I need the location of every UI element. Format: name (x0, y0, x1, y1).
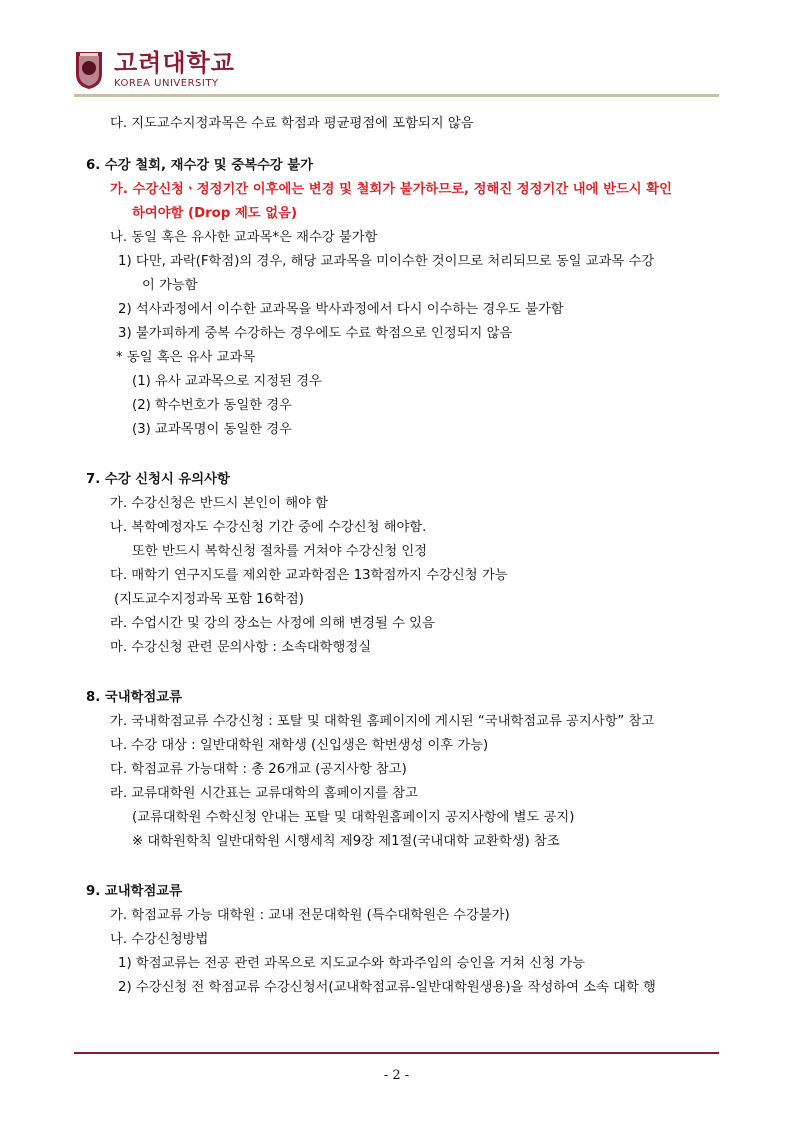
text-line: 나. 수강신청방법 (110, 932, 209, 947)
text-line: 나. 복학예정자도 수강신청 기간 중에 수강신청 해야함. (110, 520, 427, 535)
logo-english: KOREA UNIVERSITY (114, 78, 219, 89)
text-line: 라. 교류대학원 시간표는 교류대학의 홈페이지를 참고 (110, 786, 418, 801)
text-line: 또한 반드시 복학신청 절차를 거쳐야 수강신청 인정 (132, 544, 428, 559)
text-line: 다. 매학기 연구지도를 제외한 교과학점은 13학점까지 수강신청 가능 (110, 568, 508, 583)
text-line: 마. 수강신청 관련 문의사항 : 소속대학행정실 (110, 640, 372, 655)
text-line: ※ 대학원학칙 일반대학원 시행세칙 제9장 제1절(국내대학 교환학생) 참조 (132, 834, 560, 849)
tiger-emblem-icon (74, 50, 104, 90)
notice-line: 하여야함 (Drop 제도 없음) (132, 206, 298, 221)
text-line: (지도교수지정과목 포함 16학점) (114, 592, 304, 607)
text-line: 나. 수강 대상 : 일반대학원 재학생 (신입생은 학번생성 이후 가능) (110, 738, 489, 753)
document-header (74, 44, 719, 98)
section-heading-7: 7. 수강 신청시 유의사항 (86, 472, 230, 487)
text-line: (2) 학수번호가 동일한 경우 (132, 398, 292, 413)
text-line: 다. 학점교류 가능대학 : 총 26개교 (공지사항 참고) (110, 762, 407, 777)
section-heading-9: 9. 교내학점교류 (86, 884, 183, 899)
page-number: - 2 - (383, 1068, 410, 1083)
footer-rule (74, 1052, 719, 1054)
text-line: (1) 유사 교과목으로 지정된 경우 (132, 374, 322, 389)
section-heading-8: 8. 국내학점교류 (86, 690, 183, 705)
text-line: 다. 지도교수지정과목은 수료 학점과 평균평점에 포함되지 않음 (110, 116, 474, 131)
notice-line: 가. 수강신청ㆍ정정기간 이후에는 변경 및 철회가 불가하므로, 정해진 정정기간 내에 반드시 확인 (110, 182, 672, 197)
text-line: 나. 동일 혹은 유사한 교과목*은 재수강 불가함 (110, 230, 378, 245)
text-line: 가. 학점교류 가능 대학원 : 교내 전문대학원 (특수대학원은 수강불가) (110, 908, 510, 923)
logo-korean: 고려대학교 (114, 49, 235, 77)
text-line: (교류대학원 수학신청 안내는 포탈 및 대학원홈페이지 공지사항에 별도 공지) (132, 810, 575, 825)
section-heading-6: 6. 수강 철회, 재수강 및 중복수강 불가 (86, 158, 313, 173)
text-line: 1) 학점교류는 전공 관련 과목으로 지도교수와 학과주임의 승인을 거쳐 신청 가능 (118, 956, 585, 971)
text-line: (3) 교과목명이 동일한 경우 (132, 422, 292, 437)
text-line: * 동일 혹은 유사 교과목 (116, 350, 256, 365)
text-line: 2) 수강신청 전 학점교류 수강신청서(교내학점교류-일반대학원생용)을 작성하여 소속 대학 행 (118, 980, 656, 995)
text-line: 가. 수강신청은 반드시 본인이 해야 함 (110, 496, 329, 511)
text-line: 3) 불가피하게 중복 수강하는 경우에도 수료 학점으로 인정되지 않음 (118, 326, 513, 341)
header-rule (74, 94, 719, 97)
text-line: 이 가능함 (142, 278, 198, 293)
text-line: 라. 수업시간 및 강의 장소는 사정에 의해 변경될 수 있음 (110, 616, 435, 631)
text-line: 2) 석사과정에서 이수한 교과목을 박사과정에서 다시 이수하는 경우도 불가함 (118, 302, 564, 317)
text-line: 1) 다만, 과락(F학점)의 경우, 해당 교과목을 미이수한 것이므로 처리되므로 동일 교과목 수강 (118, 254, 655, 269)
text-line: 가. 국내학점교류 수강신청 : 포탈 및 대학원 홈페이지에 게시된 “국내학점교류 공지사항” 참고 (110, 714, 655, 729)
document-body (86, 112, 718, 1000)
